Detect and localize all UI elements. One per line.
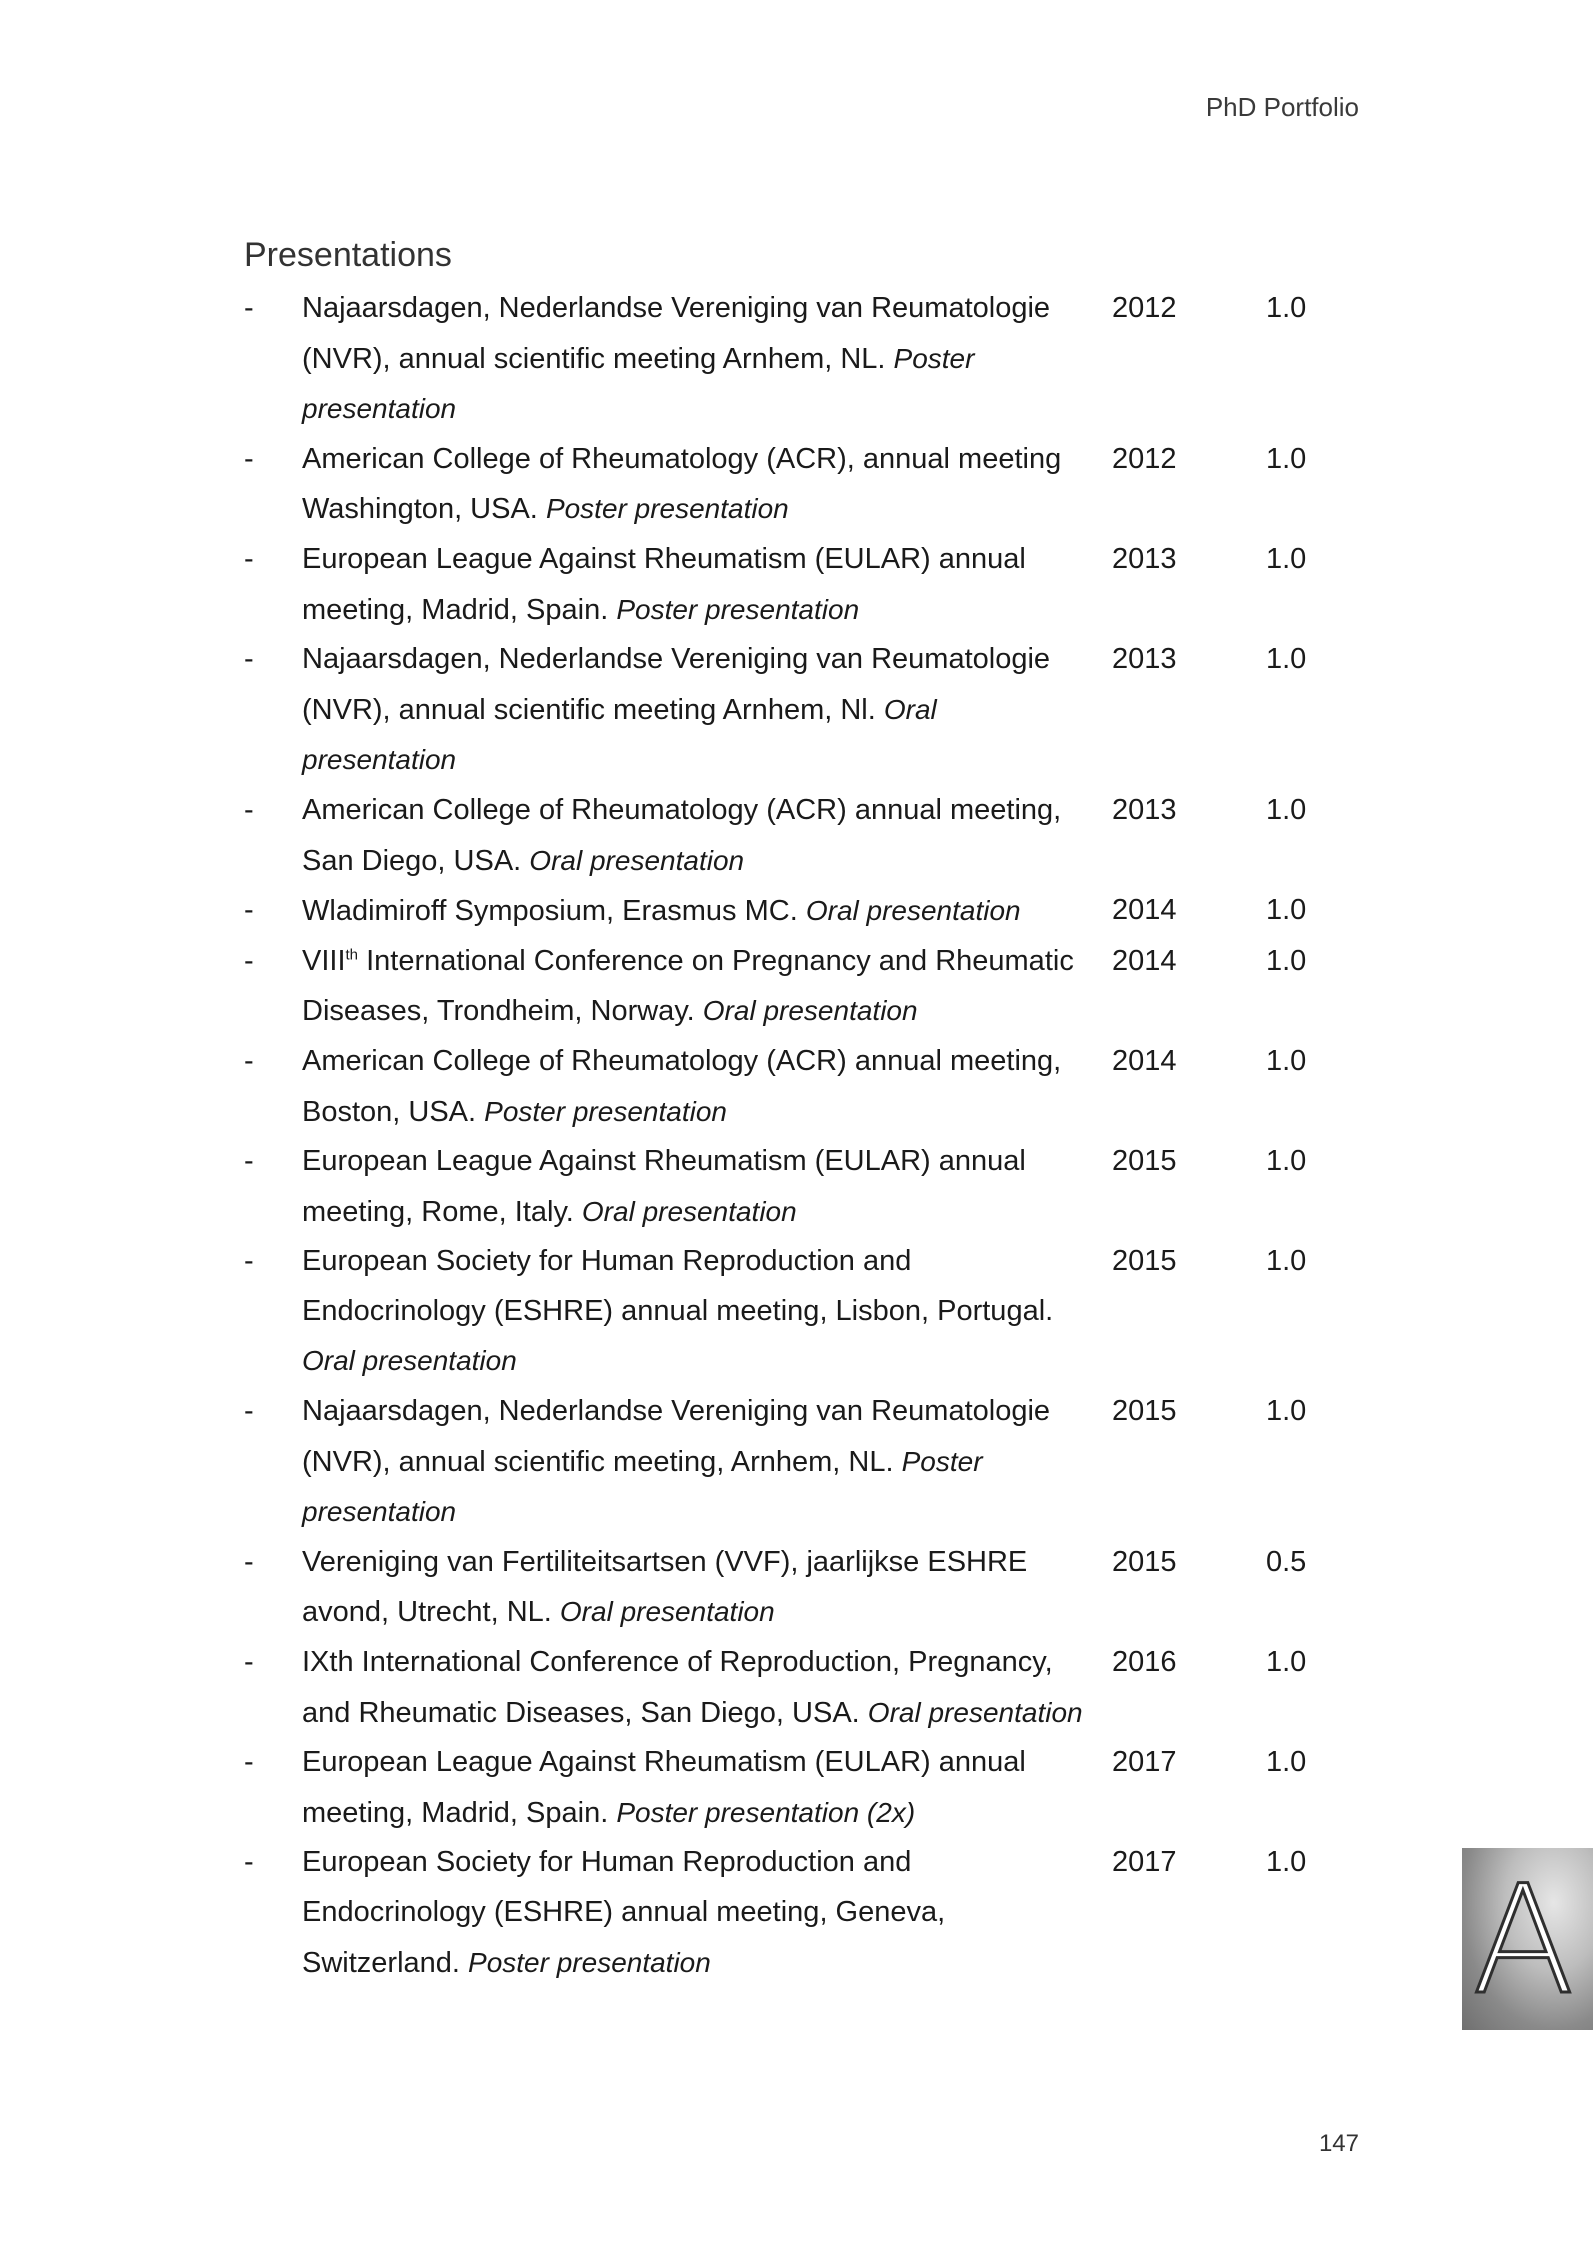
list-item	[244, 1838, 1324, 1988]
chapter-tab-icon	[1462, 1848, 1593, 2030]
entry-text: Najaarsdagen, Nederlandse Vereniging van Reumatologie (NVR), annual scientific meeting, Arnhem, NL.	[302, 1395, 1051, 1478]
entry-type: Oral presentation	[702, 995, 918, 1027]
entry-type: Poster presentation (2x)	[616, 1796, 916, 1828]
bullet-dash: -	[244, 1846, 254, 1879]
entry-year: 2012	[1112, 442, 1177, 475]
entry-credits: 1.0	[1266, 1044, 1307, 1077]
bullet-dash: -	[244, 793, 254, 826]
entry-credits: 1.0	[1266, 1846, 1307, 1879]
entry-text: Vereniging van Fertiliteitsartsen (VVF), jaarlijkse ESHRE avond, Utrecht, NL.	[302, 1545, 1028, 1629]
bullet-dash: -	[244, 1245, 254, 1278]
entry-year: 2016	[1112, 1646, 1177, 1679]
entry-credits: 1.0	[1266, 894, 1307, 927]
list-item	[244, 786, 1324, 886]
entry-year: 2017	[1112, 1846, 1177, 1879]
entry-year: 2015	[1112, 1395, 1177, 1428]
entry-description	[302, 1638, 1092, 1738]
entry-credits: 1.0	[1266, 793, 1307, 826]
entry-text: Wladimiroff Symposium, Erasmus MC.	[302, 895, 806, 928]
entry-type: Oral presentation	[559, 1596, 775, 1628]
list-item	[244, 1237, 1324, 1387]
entry-description	[302, 886, 1092, 937]
bullet-dash: -	[244, 1746, 254, 1779]
entry-type: Oral presentation	[867, 1696, 1083, 1728]
entry-year: 2015	[1112, 1545, 1177, 1578]
entry-credits: 1.0	[1266, 542, 1307, 575]
entry-year: 2014	[1112, 1044, 1177, 1077]
entry-text: International Conference on Pregnancy and Rheumatic Diseases, Trondheim, Norway.	[302, 944, 1074, 1028]
list-item	[244, 535, 1324, 635]
entry-text: European Society for Human Reproduction and Endocrinology (ESHRE) annual meeting, Geneva, Switzerland.	[302, 1846, 946, 1979]
entry-type: Poster presentation	[302, 1445, 983, 1528]
entry-description	[302, 1387, 1092, 1538]
entry-description	[302, 435, 1092, 535]
entry-year: 2013	[1112, 542, 1177, 575]
entry-text: European League Against Rheumatism (EULAR) annual meeting, Rome, Italy.	[302, 1145, 1026, 1228]
entry-credits: 0.5	[1266, 1545, 1307, 1578]
entry-credits: 1.0	[1266, 1746, 1307, 1779]
entry-credits: 1.0	[1266, 944, 1307, 977]
list-item	[244, 1037, 1324, 1137]
bullet-dash: -	[244, 542, 254, 575]
list-item	[244, 937, 1324, 1037]
entry-text: European League Against Rheumatism (EULAR) annual meeting, Madrid, Spain.	[302, 542, 1026, 626]
entry-description	[302, 1738, 1092, 1838]
list-item	[244, 1638, 1324, 1738]
entry-text: American College of Rheumatology (ACR) annual meeting, Boston, USA.	[302, 1044, 1062, 1128]
entry-type: Oral presentation	[581, 1195, 797, 1227]
bullet-dash: -	[244, 944, 254, 977]
entry-text: IXth International Conference of Reproduction, Pregnancy, and Rheumatic Diseases, San Diego, USA.	[302, 1646, 1053, 1729]
bullet-dash: -	[244, 1145, 254, 1178]
entry-type: Oral presentation	[529, 844, 745, 876]
entry-description	[302, 1137, 1092, 1237]
entry-description	[302, 1037, 1092, 1137]
entry-type: Poster presentation	[302, 342, 975, 425]
entry-description	[302, 786, 1092, 886]
entry-type: Poster presentation	[484, 1095, 727, 1127]
entry-type: Oral presentation	[302, 1345, 517, 1377]
entry-description	[302, 1838, 1092, 1988]
list-item	[244, 435, 1324, 535]
running-header: PhD Portfolio	[1205, 92, 1359, 122]
entry-type: Oral presentation	[805, 895, 1021, 927]
entry-credits: 1.0	[1266, 643, 1307, 676]
entry-description	[302, 284, 1092, 435]
bullet-dash: -	[244, 442, 254, 475]
list-item	[244, 1387, 1324, 1538]
entry-year: 2015	[1112, 1245, 1177, 1278]
bullet-dash: -	[244, 643, 254, 676]
list-item	[244, 1738, 1324, 1838]
presentations-list	[244, 284, 1324, 1988]
entry-text-prefix: VIII	[302, 944, 346, 977]
entry-credits: 1.0	[1266, 1395, 1307, 1428]
entry-credits: 1.0	[1266, 1245, 1307, 1278]
bullet-dash: -	[244, 1646, 254, 1679]
entry-text: European League Against Rheumatism (EULAR) annual meeting, Madrid, Spain.	[302, 1746, 1026, 1829]
entry-type: Poster presentation	[616, 593, 860, 625]
list-item	[244, 1538, 1324, 1638]
entry-text: American College of Rheumatology (ACR) annual meeting, San Diego, USA.	[302, 793, 1062, 877]
entry-year: 2014	[1112, 944, 1177, 977]
entry-description	[302, 1237, 1092, 1387]
entry-type: Poster presentation	[468, 1946, 711, 1978]
ordinal-superscript: th	[345, 946, 359, 964]
entry-year: 2013	[1112, 643, 1177, 676]
list-item	[244, 1137, 1324, 1237]
section-title: Presentations	[244, 236, 452, 274]
entry-year: 2012	[1112, 292, 1177, 324]
entry-type: Poster presentation	[545, 493, 789, 525]
entry-text: Najaarsdagen, Nederlandse Vereniging van Reumatologie (NVR), annual scientific meeting Arnhem, NL.	[302, 292, 1051, 375]
entry-text: American College of Rheumatology (ACR), annual meeting Washington, USA.	[302, 442, 1062, 526]
entry-description	[302, 1538, 1092, 1638]
bullet-dash: -	[244, 1545, 254, 1578]
chapter-letter: A	[1472, 1854, 1575, 2028]
entry-credits: 1.0	[1266, 442, 1307, 475]
entry-description	[302, 535, 1092, 635]
list-item	[244, 284, 1324, 435]
entry-description	[302, 937, 1092, 1037]
entry-description	[302, 635, 1092, 786]
list-item	[244, 635, 1324, 786]
entry-credits: 1.0	[1266, 292, 1307, 324]
entry-text: Najaarsdagen, Nederlandse Vereniging van Reumatologie (NVR), annual scientific meeting Arnhem, Nl.	[302, 643, 1051, 726]
entry-year: 2013	[1112, 793, 1177, 826]
entry-text: European Society for Human Reproduction and Endocrinology (ESHRE) annual meeting, Lisbon, Portugal.	[302, 1245, 1054, 1327]
presentations-section	[244, 230, 1324, 1988]
page-number: 147	[1318, 2130, 1359, 2157]
bullet-dash: -	[244, 894, 254, 927]
entry-year: 2017	[1112, 1746, 1177, 1779]
list-item	[244, 886, 1324, 937]
entry-credits: 1.0	[1266, 1646, 1307, 1679]
bullet-dash: -	[244, 1395, 254, 1428]
entry-credits: 1.0	[1266, 1145, 1307, 1178]
entry-type: Oral presentation	[302, 693, 937, 776]
bullet-dash: -	[244, 292, 254, 324]
bullet-dash: -	[244, 1044, 254, 1077]
entry-year: 2015	[1112, 1145, 1177, 1178]
entry-year: 2014	[1112, 894, 1177, 927]
